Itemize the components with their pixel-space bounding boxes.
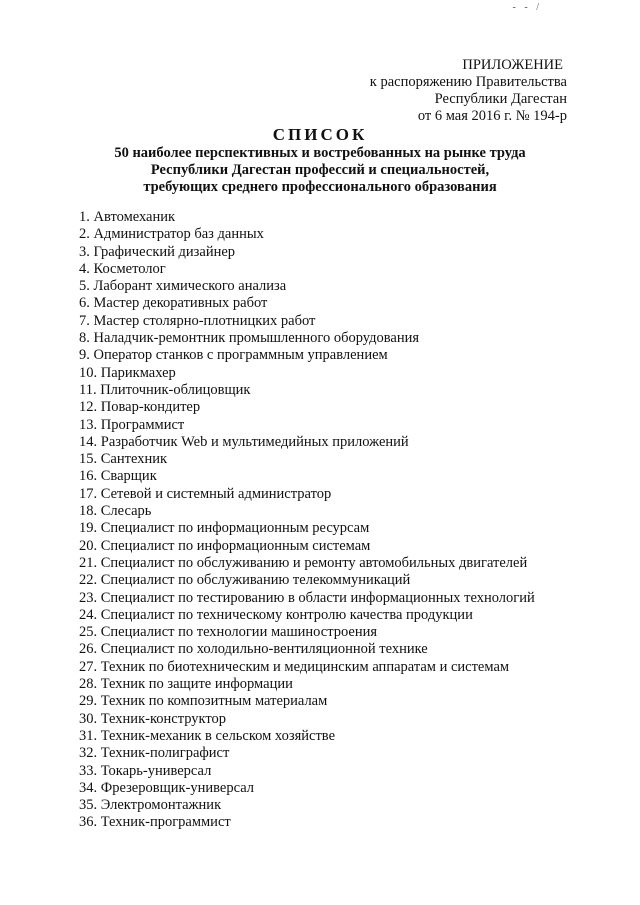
list-item: 4. Косметолог — [79, 260, 166, 277]
list-item: 16. Сварщик — [79, 468, 157, 485]
list-item: 11. Плиточник-облицовщик — [79, 381, 251, 398]
subtitle-line-3: требующих среднего профессионального образования — [143, 179, 497, 195]
list-item: 20. Специалист по информационным системам — [79, 537, 371, 554]
subtitle-line-1: 50 наиболее перспективных и востребованных на рынке труда — [114, 145, 526, 161]
list-item: 33. Токарь-универсал — [79, 762, 212, 779]
list-item: 2. Администратор баз данных — [79, 226, 264, 243]
list-item: 32. Техник-полиграфист — [79, 745, 230, 762]
list-item: 18. Слесарь — [79, 503, 152, 520]
appendix-line-2: Республики Дагестан — [434, 91, 567, 107]
list-item: 7. Мастер столярно-плотницких работ — [79, 312, 316, 329]
list-item: 10. Парикмахер — [79, 364, 176, 381]
list-item: 9. Оператор станков с программным управлением — [79, 347, 388, 364]
list-item: 26. Специалист по холодильно-вентиляционной технике — [79, 641, 428, 658]
list-item: 8. Наладчик-ремонтник промышленного оборудования — [79, 330, 420, 347]
appendix-block — [370, 57, 567, 125]
list-item: 30. Техник-конструктор — [79, 710, 227, 727]
list-item: 15. Сантехник — [79, 451, 168, 468]
appendix-line-3: от 6 мая 2016 г. № 194-р — [417, 108, 567, 124]
list-item: 29. Техник по композитным материалам — [79, 693, 328, 710]
subtitle-line-2: Республики Дагестан профессий и специальностей, — [150, 162, 490, 178]
profession-list — [79, 209, 535, 832]
list-item: 21. Специалист по обслуживанию и ремонту автомобильных двигателей — [79, 554, 528, 571]
list-item: 35. Электромонтажник — [79, 797, 222, 814]
list-item: 19. Специалист по информационным ресурсам — [79, 520, 370, 537]
document-title: СПИСОК — [272, 125, 368, 144]
list-item: 28. Техник по защите информации — [79, 676, 293, 693]
list-item: 22. Специалист по обслуживанию телекоммуникаций — [79, 572, 411, 589]
list-item: 36. Техник-программист — [79, 814, 231, 831]
list-item: 12. Повар-кондитер — [79, 399, 201, 416]
list-item: 5. Лаборант химического анализа — [79, 278, 287, 295]
appendix-line-1: к распоряжению Правительства — [369, 74, 567, 90]
list-item: 23. Специалист по тестированию в области информационных технологий — [79, 589, 535, 606]
list-item: 24. Специалист по техническому контролю качества продукции — [79, 606, 473, 623]
list-item: 13. Программист — [79, 416, 185, 433]
document-subtitle — [0, 145, 640, 196]
list-item: 27. Техник по биотехническим и медицинским аппаратам и системам — [79, 658, 510, 675]
list-item: 17. Сетевой и системный администратор — [79, 485, 332, 502]
list-item: 1. Автомеханик — [79, 209, 176, 225]
list-item: 25. Специалист по технологии машиностроения — [79, 624, 378, 641]
list-item: 6. Мастер декоративных работ — [79, 295, 268, 312]
list-item: 3. Графический дизайнер — [79, 243, 236, 260]
appendix-heading: ПРИЛОЖЕНИЕ — [462, 57, 563, 73]
list-item: 34. Фрезеровщик-универсал — [79, 779, 255, 796]
list-item: 31. Техник-механик в сельском хозяйстве — [79, 727, 336, 744]
list-item: 14. Разработчик Web и мультимедийных приложений — [79, 433, 409, 450]
corner-scan-mark: - - / — [512, 2, 542, 13]
